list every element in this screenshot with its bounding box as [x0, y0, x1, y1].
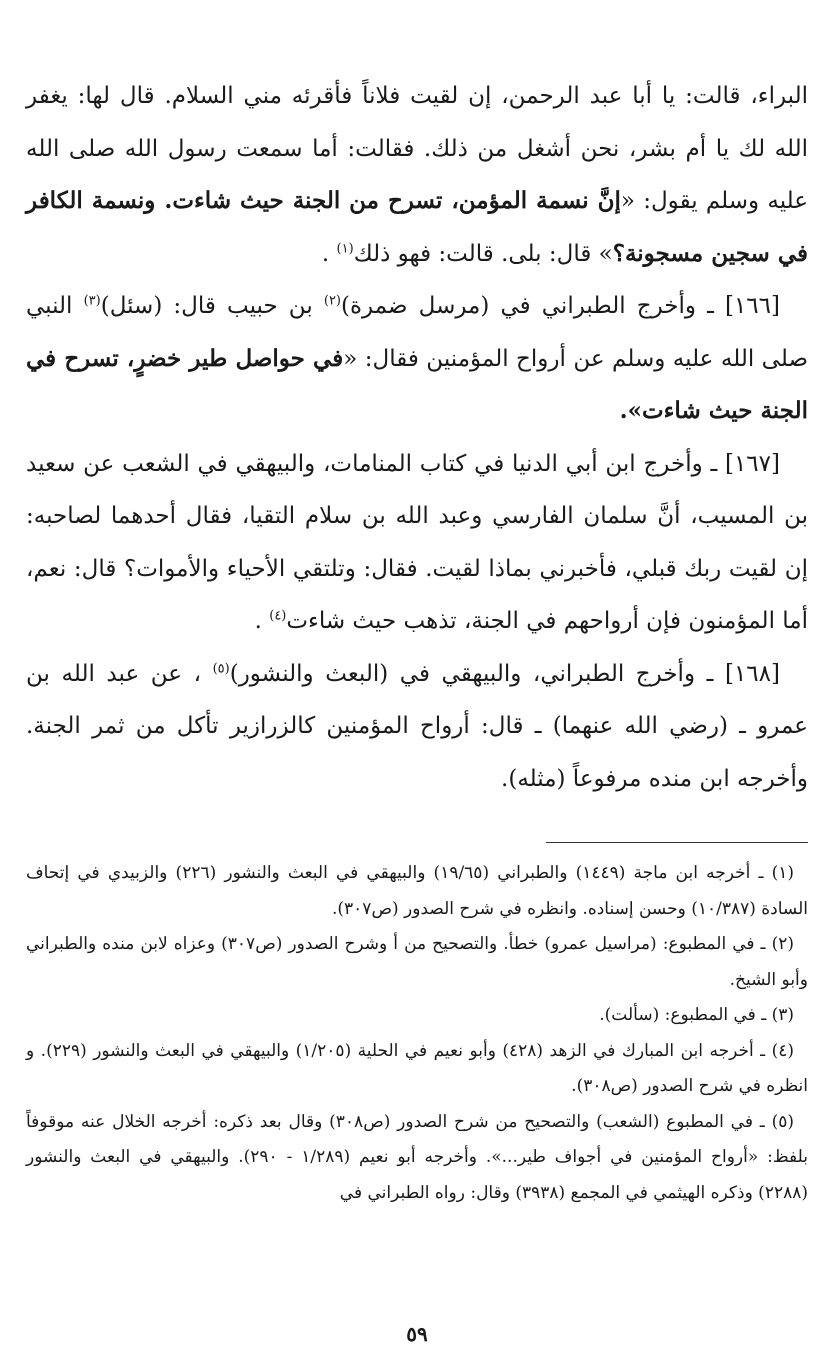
footnote-separator [546, 842, 808, 843]
footnote-ref[interactable]: (٤) [269, 608, 287, 624]
footnote-ref[interactable]: (١) [336, 240, 354, 256]
hadith-quote: في حواصل طير خضرٍ، تسرح في الجنة حيث شاءت [26, 344, 808, 424]
hadith-quote: إنَّ نسمة المؤمن، تسرح من الجنة حيث شاءت. ونسمة الكافر في سجين مسجونة؟ [26, 187, 808, 267]
paragraph-text: ، عن عبد الله بن عمرو ـ (رضي الله عنهما) ـ قال: أرواح المؤمنين كالزرازير تأكل من ثمر الجنة. وأخرجه ابن منده مرفوعاً (مثله). [26, 660, 808, 792]
footnote-2: (٢) ـ في المطبوع: (مراسيل عمرو) خطأ. والتصحيح من أ وشرح الصدور (ص٣٠٧) وعزاه لابن منده والطبراني وأبو الشيخ. [26, 934, 808, 990]
footnote-3: (٣) ـ في المطبوع: (سألت). [599, 1005, 794, 1025]
footnote-1: (١) ـ أخرجه ابن ماجة (١٤٤٩) والطبراني (١٩/٦٥) والبيهقي في البعث والنشور (٢٢٦) والزبيدي في إتحاف السادة (١٠/٣٨٧) وحسن إسناده. وانظره في شرح الصدور (ص٣٠٧). [26, 863, 808, 919]
footnote-ref[interactable]: (٥) [212, 660, 230, 676]
footnotes [26, 856, 808, 1211]
book-page [26, 70, 808, 1355]
item-number: [١٦٦] [724, 293, 780, 319]
paragraph-1 [26, 70, 808, 280]
paragraph-text: » قال: بلى. قالت: فهو ذلك [353, 240, 613, 267]
paragraph-text: . [321, 240, 337, 267]
item-number: [١٦٨] [724, 660, 780, 687]
paragraph-text: ـ وأخرج ابن أبي الدنيا في كتاب المنامات، والبيهقي في الشعب عن سعيد بن المسيب، أنَّ سلمان الفارسي وعبد الله بن سلام التقيا، فقال أحدهما لصاحبه: إن لقيت ربك قبلي، فأخبرني بماذا لقيت. فقال: وتلتقي الأحياء والأموات؟ قال: نعم، أما المؤمنون فإن أرواحهم في الجنة، تذهب حيث شاءت [26, 450, 808, 634]
footnote-4: (٤) ـ أخرجه ابن المبارك في الزهد (٤٢٨) وأبو نعيم في الحلية (١/٢٠٥) والبيهقي في البعث والنشور (٢٢٩). و انظره في شرح الصدور (ص٣٠٨). [26, 1040, 808, 1096]
paragraph-text: بن حبيب قال: (سئل) [100, 293, 324, 319]
main-text [26, 70, 808, 805]
paragraph-167 [26, 438, 808, 648]
paragraph-text: ـ وأخرج الطبراني، والبيهقي في (البعث والنشور) [229, 660, 725, 687]
paragraph-168 [26, 648, 808, 806]
paragraph-text: ». [619, 397, 642, 424]
footnote-ref[interactable]: (٣) [83, 293, 101, 309]
paragraph-166 [26, 280, 808, 438]
paragraph-text: . [254, 608, 270, 634]
paragraph-text: البراء، قالت: يا أبا عبد الرحمن، إن لقيت فلاناً فأقرئه مني السلام. قال لها: يغفر الله لك يا أم بشر، نحن أشغل من ذلك. فقالت: أما سمعت رسول الله صلى الله عليه وسلم يقول: « [26, 83, 809, 214]
paragraph-text: ـ وأخرج الطبراني في (مرسل ضمرة) [341, 293, 725, 319]
footnote-5: (٥) ـ في المطبوع (الشعب) والتصحيح من شرح الصدور (ص٣٠٨) وقال بعد ذكره: أخرجه الخلال عنه موقوفاً بلفظ: «أرواح المؤمنين في أجواف طير...». وأخرجه أبو نعيم (١/٢٨٩ - ٢٩٠). والبيهقي في البعث والنشور (٢٢٨٨) وذكره الهيثمي في المجمع (٣٩٣٨) وقال: رواه الطبراني في [26, 1111, 808, 1203]
item-number: [١٦٧] [724, 450, 780, 477]
paragraph-text: النبي صلى الله عليه وسلم عن أرواح المؤمنين فقال: « [26, 293, 808, 372]
page-number: ٥٩ [406, 1322, 428, 1346]
footnote-ref[interactable]: (٢) [323, 293, 341, 309]
